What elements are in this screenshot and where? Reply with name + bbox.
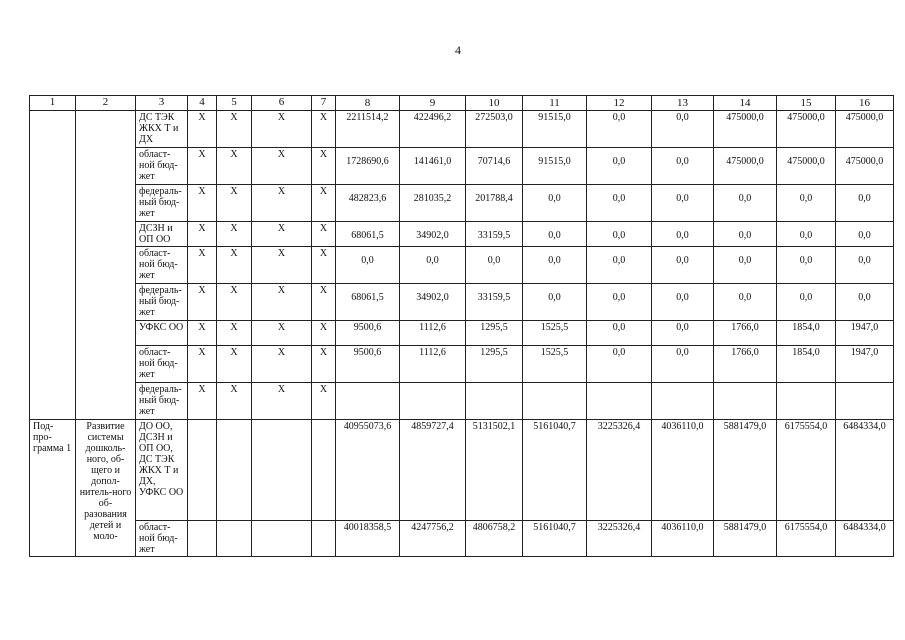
mark-cell: Х	[188, 346, 217, 383]
value-cell: 4036110,0	[652, 521, 714, 557]
value-cell: 6175554,0	[777, 420, 836, 521]
value-cell: 4806758,2	[466, 521, 523, 557]
budget-table	[29, 95, 894, 557]
subprogram-row	[30, 420, 894, 521]
value-cell: 33159,5	[466, 222, 523, 247]
value-cell	[466, 383, 523, 420]
value-cell: 0,0	[523, 222, 587, 247]
funding-source-cell: област-ной бюд-жет	[136, 521, 188, 557]
value-cell: 1947,0	[836, 321, 894, 346]
mark-cell: Х	[312, 222, 336, 247]
value-cell	[777, 383, 836, 420]
column-header: 3	[136, 96, 188, 111]
value-cell: 0,0	[836, 185, 894, 222]
value-cell: 0,0	[466, 247, 523, 284]
value-cell	[836, 383, 894, 420]
value-cell: 0,0	[400, 247, 466, 284]
mark-cell: Х	[312, 383, 336, 420]
column-header: 16	[836, 96, 894, 111]
mark-cell: Х	[188, 185, 217, 222]
column-header: 5	[217, 96, 252, 111]
value-cell	[400, 383, 466, 420]
value-cell: 141461,0	[400, 148, 466, 185]
mark-cell: Х	[312, 346, 336, 383]
mark-cell: Х	[312, 247, 336, 284]
value-cell: 0,0	[587, 346, 652, 383]
value-cell: 475000,0	[777, 148, 836, 185]
value-cell: 1295,5	[466, 346, 523, 383]
mark-cell: Х	[217, 111, 252, 148]
value-cell: 9500,6	[336, 321, 400, 346]
value-cell: 5131502,1	[466, 420, 523, 521]
value-cell: 1947,0	[836, 346, 894, 383]
value-cell: 0,0	[777, 222, 836, 247]
value-cell: 0,0	[652, 346, 714, 383]
value-cell: 1525,5	[523, 346, 587, 383]
value-cell: 5881479,0	[714, 521, 777, 557]
empty-cell	[188, 521, 217, 557]
mark-cell: Х	[252, 148, 312, 185]
mark-cell: Х	[252, 111, 312, 148]
column-header: 7	[312, 96, 336, 111]
program-col2-cell	[76, 111, 136, 420]
value-cell: 0,0	[652, 222, 714, 247]
value-cell: 4036110,0	[652, 420, 714, 521]
column-header: 10	[466, 96, 523, 111]
value-cell: 70714,6	[466, 148, 523, 185]
funding-source-cell: област-ной бюд-жет	[136, 148, 188, 185]
program-col1-cell	[30, 111, 76, 420]
value-cell: 40018358,5	[336, 521, 400, 557]
value-cell: 0,0	[587, 321, 652, 346]
header-row	[30, 96, 894, 111]
mark-cell: Х	[217, 284, 252, 321]
funding-source-cell: ДС ТЭК ЖКХ Т и ДХ	[136, 111, 188, 148]
value-cell: 0,0	[836, 222, 894, 247]
value-cell	[652, 383, 714, 420]
value-cell: 0,0	[652, 247, 714, 284]
mark-cell: Х	[312, 185, 336, 222]
value-cell	[336, 383, 400, 420]
column-header: 11	[523, 96, 587, 111]
table-row	[30, 148, 894, 185]
value-cell: 6175554,0	[777, 521, 836, 557]
column-header: 1	[30, 96, 76, 111]
table-row	[30, 111, 894, 148]
value-cell: 0,0	[714, 247, 777, 284]
value-cell: 33159,5	[466, 284, 523, 321]
table-row	[30, 284, 894, 321]
funding-source-cell: федераль-ный бюд-жет	[136, 383, 188, 420]
value-cell: 1525,5	[523, 321, 587, 346]
mark-cell: Х	[188, 284, 217, 321]
value-cell: 0,0	[714, 185, 777, 222]
mark-cell: Х	[217, 321, 252, 346]
value-cell: 1766,0	[714, 346, 777, 383]
value-cell	[587, 383, 652, 420]
mark-cell: Х	[217, 148, 252, 185]
table-row	[30, 383, 894, 420]
mark-cell: Х	[252, 247, 312, 284]
column-header: 6	[252, 96, 312, 111]
mark-cell: Х	[188, 321, 217, 346]
value-cell: 1112,6	[400, 346, 466, 383]
value-cell: 1112,6	[400, 321, 466, 346]
mark-cell: Х	[188, 148, 217, 185]
table-row	[30, 185, 894, 222]
value-cell: 0,0	[587, 148, 652, 185]
value-cell: 0,0	[777, 284, 836, 321]
value-cell: 1295,5	[466, 321, 523, 346]
value-cell: 0,0	[652, 284, 714, 321]
value-cell: 0,0	[587, 222, 652, 247]
value-cell: 0,0	[652, 321, 714, 346]
value-cell: 422496,2	[400, 111, 466, 148]
value-cell: 1854,0	[777, 321, 836, 346]
value-cell: 0,0	[714, 222, 777, 247]
value-cell: 0,0	[523, 185, 587, 222]
value-cell: 34902,0	[400, 284, 466, 321]
funding-source-cell: ДСЗН и ОП ОО	[136, 222, 188, 247]
value-cell: 6484334,0	[836, 420, 894, 521]
mark-cell: Х	[252, 321, 312, 346]
value-cell: 0,0	[587, 247, 652, 284]
value-cell: 0,0	[523, 247, 587, 284]
value-cell: 0,0	[714, 284, 777, 321]
empty-cell	[312, 420, 336, 521]
column-header: 9	[400, 96, 466, 111]
mark-cell: Х	[188, 222, 217, 247]
value-cell: 6484334,0	[836, 521, 894, 557]
mark-cell: Х	[217, 383, 252, 420]
subprogram-label-cell: Под-про-грамма 1	[30, 420, 76, 557]
funding-source-cell: област-ной бюд-жет	[136, 247, 188, 284]
empty-cell	[188, 420, 217, 521]
column-header: 4	[188, 96, 217, 111]
mark-cell: Х	[252, 222, 312, 247]
value-cell: 475000,0	[714, 111, 777, 148]
value-cell: 34902,0	[400, 222, 466, 247]
value-cell: 3225326,4	[587, 420, 652, 521]
value-cell: 0,0	[336, 247, 400, 284]
mark-cell: Х	[252, 284, 312, 321]
table-row	[30, 247, 894, 284]
mark-cell: Х	[217, 346, 252, 383]
value-cell: 4859727,4	[400, 420, 466, 521]
mark-cell: Х	[217, 222, 252, 247]
value-cell: 40955073,6	[336, 420, 400, 521]
value-cell: 475000,0	[836, 148, 894, 185]
subprogram-name-cell: Развитие системы дошколь-ного, об-щего и допол-нитель-ного об-разования детей и моло-	[76, 420, 136, 557]
value-cell: 1728690,6	[336, 148, 400, 185]
value-cell: 3225326,4	[587, 521, 652, 557]
value-cell	[714, 383, 777, 420]
value-cell: 0,0	[652, 148, 714, 185]
value-cell: 68061,5	[336, 222, 400, 247]
funding-source-cell: УФКС ОО	[136, 321, 188, 346]
mark-cell: Х	[188, 383, 217, 420]
funding-source-cell: федераль-ный бюд-жет	[136, 185, 188, 222]
value-cell: 2211514,2	[336, 111, 400, 148]
value-cell: 5881479,0	[714, 420, 777, 521]
subprogram-row	[30, 521, 894, 557]
funding-source-cell: област-ной бюд-жет	[136, 346, 188, 383]
mark-cell: Х	[312, 111, 336, 148]
value-cell: 0,0	[523, 284, 587, 321]
table-row	[30, 346, 894, 383]
value-cell: 0,0	[836, 284, 894, 321]
value-cell: 1766,0	[714, 321, 777, 346]
value-cell: 0,0	[777, 185, 836, 222]
page-number: 4	[455, 43, 461, 57]
mark-cell: Х	[312, 284, 336, 321]
value-cell: 0,0	[587, 111, 652, 148]
empty-cell	[217, 521, 252, 557]
value-cell: 272503,0	[466, 111, 523, 148]
value-cell: 4247756,2	[400, 521, 466, 557]
mark-cell: Х	[312, 148, 336, 185]
column-header: 8	[336, 96, 400, 111]
value-cell: 0,0	[836, 247, 894, 284]
empty-cell	[217, 420, 252, 521]
value-cell: 0,0	[652, 185, 714, 222]
mark-cell: Х	[217, 185, 252, 222]
value-cell: 0,0	[587, 185, 652, 222]
funding-source-cell: федераль-ный бюд-жет	[136, 284, 188, 321]
value-cell: 91515,0	[523, 148, 587, 185]
mark-cell: Х	[252, 346, 312, 383]
value-cell: 68061,5	[336, 284, 400, 321]
value-cell: 1854,0	[777, 346, 836, 383]
value-cell: 475000,0	[714, 148, 777, 185]
value-cell: 5161040,7	[523, 521, 587, 557]
value-cell: 0,0	[777, 247, 836, 284]
column-header: 14	[714, 96, 777, 111]
funding-source-cell: ДО ОО, ДСЗН и ОП ОО, ДС ТЭК ЖКХ Т и ДХ, УФКС ОО	[136, 420, 188, 521]
value-cell: 281035,2	[400, 185, 466, 222]
value-cell: 5161040,7	[523, 420, 587, 521]
empty-cell	[252, 521, 312, 557]
empty-cell	[312, 521, 336, 557]
mark-cell: Х	[188, 111, 217, 148]
mark-cell: Х	[188, 247, 217, 284]
column-header: 12	[587, 96, 652, 111]
value-cell: 482823,6	[336, 185, 400, 222]
value-cell: 475000,0	[836, 111, 894, 148]
table-row	[30, 321, 894, 346]
value-cell: 0,0	[652, 111, 714, 148]
value-cell: 475000,0	[777, 111, 836, 148]
table-row	[30, 222, 894, 247]
column-header: 2	[76, 96, 136, 111]
mark-cell: Х	[252, 185, 312, 222]
empty-cell	[252, 420, 312, 521]
column-header: 13	[652, 96, 714, 111]
mark-cell: Х	[252, 383, 312, 420]
value-cell: 91515,0	[523, 111, 587, 148]
value-cell	[523, 383, 587, 420]
column-header: 15	[777, 96, 836, 111]
mark-cell: Х	[217, 247, 252, 284]
mark-cell: Х	[312, 321, 336, 346]
value-cell: 9500,6	[336, 346, 400, 383]
value-cell: 0,0	[587, 284, 652, 321]
value-cell: 201788,4	[466, 185, 523, 222]
